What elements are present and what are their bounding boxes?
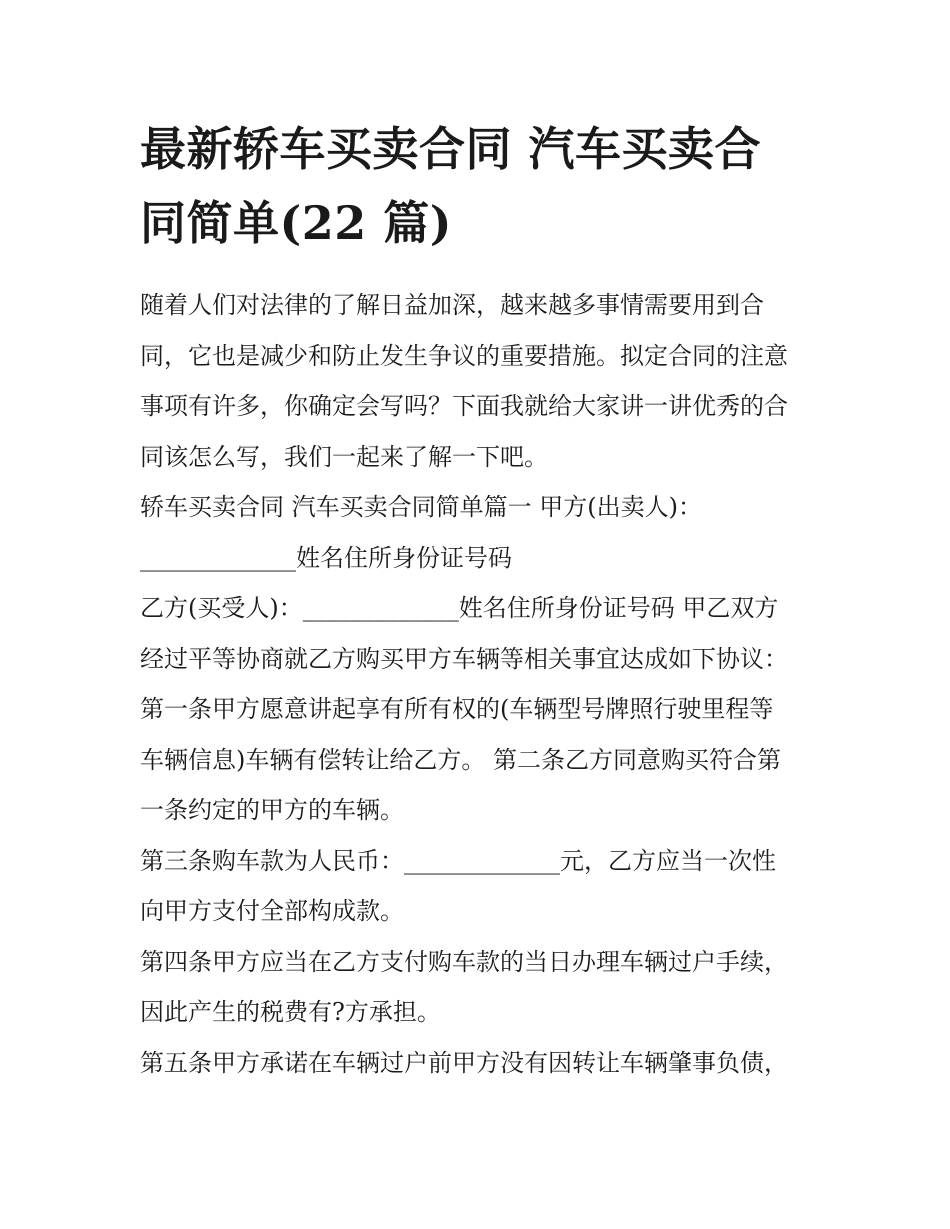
body-line: 一条约定的甲方的车辆。 — [140, 796, 404, 824]
body-line: 同，它也是减少和防止发生争议的重要措施。拟定合同的注意 — [140, 341, 788, 370]
body-line: 事项有许多，你确定会写吗？下面我就给大家讲一讲优秀的合 — [140, 392, 788, 420]
body-line: 第三条购车款为人民币：_____________元，乙方应当一次性 — [140, 846, 776, 875]
body-line: 第一条甲方愿意讲起享有所有权的(车辆型号牌照行驶里程等 — [140, 695, 774, 723]
body-line: 同该怎么写，我们一起来了解一下吧。 — [140, 442, 548, 471]
body-line: 乙方(买受人)：_____________姓名住所身份证号码 甲乙双方 — [140, 594, 779, 622]
body-line: _____________姓名住所身份证号码 — [140, 543, 512, 572]
body-line: 向甲方支付全部构成款。 — [140, 897, 404, 925]
body-line: 因此产生的税费有?方承担。 — [140, 998, 441, 1026]
title-line-1: 最新轿车买卖合同 汽车买卖合 — [140, 122, 762, 176]
body-line: 轿车买卖合同 汽车买卖合同简单篇一 甲方(出卖人)： — [140, 493, 702, 521]
title-line-2: 同简单(22 篇) — [140, 196, 453, 250]
body-line: 经过平等协商就乙方购买甲方车辆等相关事宜达成如下协议： — [140, 644, 788, 673]
document-body — [140, 280, 830, 1088]
body-line: 随着人们对法律的了解日益加深，越来越多事情需要用到合 — [140, 291, 764, 319]
body-line: 第四条甲方应当在乙方支付购车款的当日办理车辆过户手续， — [140, 947, 788, 976]
body-line: 第五条甲方承诺在车辆过户前甲方没有因转让车辆肇事负债， — [140, 1048, 788, 1077]
body-line: 车辆信息)车辆有偿转让给乙方。 第二条乙方同意购买符合第 — [140, 745, 781, 774]
document-title — [140, 112, 820, 260]
